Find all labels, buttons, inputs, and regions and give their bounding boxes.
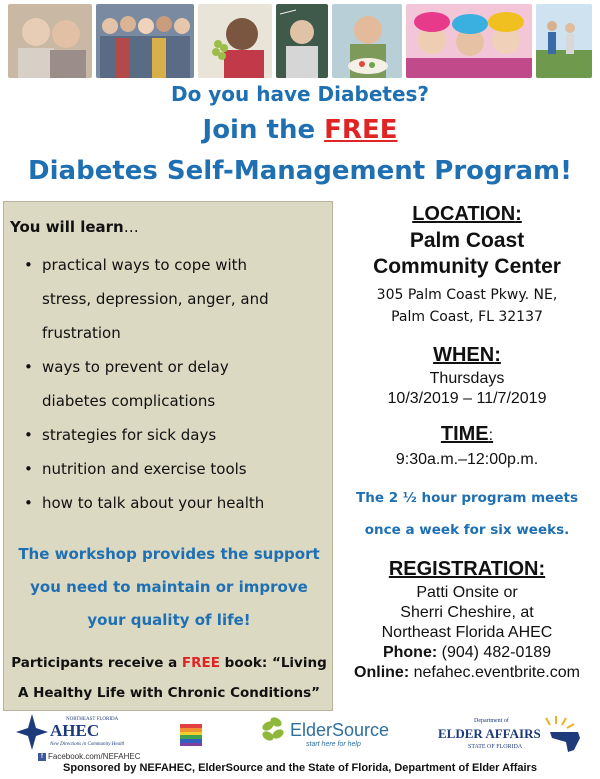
- learn-box: [3, 201, 333, 711]
- elder-affairs-logo: [438, 712, 588, 756]
- program-frequency: The 2 ½ hour program meets once a week for six weeks.: [356, 490, 578, 538]
- photo-women-colorful-hats: [406, 4, 532, 78]
- when-label: WHEN:: [433, 344, 501, 366]
- eldersource-logo: [258, 712, 408, 754]
- svg-text:STATE OF FLORIDA: STATE OF FLORIDA: [468, 744, 523, 750]
- photo-man-salad: [332, 4, 402, 78]
- sponsor-line: Sponsored by NEFAHEC, ElderSource and the State of Florida, Department of Elder Affairs: [63, 762, 537, 774]
- photo-man-chalkboard: [276, 4, 328, 78]
- photo-walking-outdoors: [536, 4, 592, 78]
- registration-online[interactable]: Online: nefahec.eventbrite.com: [354, 664, 580, 681]
- registration-phone: Phone: (904) 482-0189: [382, 644, 552, 661]
- svg-text:ElderSource: ElderSource: [290, 720, 390, 740]
- learn-item-continued: diabetes complications: [42, 392, 216, 410]
- event-details: [336, 201, 598, 683]
- free-book-note: Participants receive a FREE book: “Living A Healthy Life with Chronic Conditions”: [11, 655, 327, 701]
- location-label: LOCATION:: [412, 203, 522, 225]
- location-address: 305 Palm Coast Pkwy. NE, Palm Coast, FL 32137: [376, 287, 558, 325]
- registration-label: REGISTRATION:: [388, 558, 546, 580]
- ahec-logo: [14, 712, 124, 752]
- facebook-icon: f: [38, 753, 46, 761]
- support-statement: The workshop provides the support you need to maintain or improve your quality of life!: [18, 545, 320, 629]
- rainbow-logo: [180, 724, 202, 746]
- learn-item: • nutrition and exercise tools: [24, 460, 247, 478]
- facebook-link[interactable]: f Facebook.com/NEFAHEC: [38, 752, 140, 761]
- photo-two-women: [8, 4, 92, 78]
- question-heading: Do you have Diabetes?: [170, 82, 430, 106]
- svg-text:Department of: Department of: [474, 718, 509, 724]
- join-free: FREE: [324, 115, 398, 145]
- program-heading: Diabetes Self-Management Program!: [28, 156, 572, 186]
- join-prefix: Join the: [202, 115, 325, 145]
- when-day: Thursdays: [429, 370, 505, 387]
- photo-group: [96, 4, 194, 78]
- registration-details: Patti Onsite or Sherri Cheshire, at Northeast Florida AHEC Phone: (904) 482-0189 Online: nefahec.eventbrite.com: [336, 583, 598, 683]
- learn-item: • practical ways to cope with: [24, 256, 248, 274]
- learn-item: • strategies for sick days: [24, 426, 217, 444]
- time-label: TIME:: [440, 423, 494, 445]
- join-heading: [0, 115, 600, 145]
- learn-item-continued: stress, depression, anger, and: [42, 290, 269, 308]
- learn-item: • how to talk about your health: [24, 494, 265, 512]
- learn-title: You will learn…: [10, 218, 139, 236]
- svg-text:NORTHEAST FLORIDA: NORTHEAST FLORIDA: [66, 717, 119, 722]
- svg-text:start here for help: start here for help: [306, 741, 361, 748]
- svg-text:New Directions in Community He: New Directions in Community Health: [50, 742, 124, 747]
- location-name: Palm Coast Community Center: [373, 229, 561, 278]
- learn-item-continued: frustration: [42, 324, 121, 342]
- svg-text:ELDER AFFAIRS: ELDER AFFAIRS: [438, 726, 541, 741]
- learn-item: • ways to prevent or delay: [24, 358, 229, 376]
- time-value: 9:30a.m.–12:00p.m.: [395, 451, 539, 468]
- photo-strip: [8, 4, 592, 78]
- photo-woman-grapes: [198, 4, 272, 78]
- when-dates: 10/3/2019 – 11/7/2019: [387, 390, 547, 407]
- svg-text:AHEC: AHEC: [50, 721, 100, 740]
- learn-list: [4, 248, 334, 520]
